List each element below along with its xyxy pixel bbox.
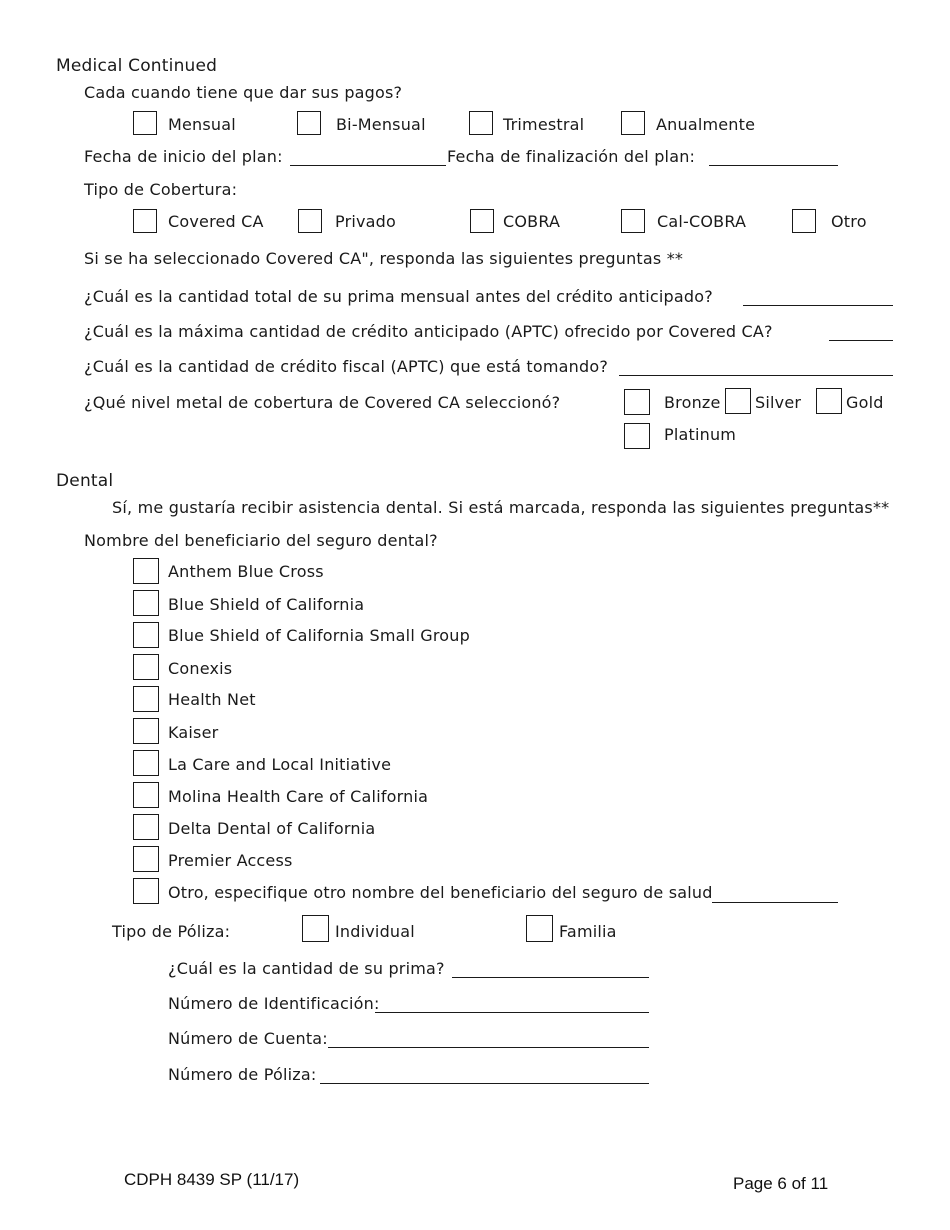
- plan-start-date-field[interactable]: [290, 165, 446, 166]
- beneficiary-conexis-label: Conexis: [168, 659, 233, 678]
- payment-trimestral-checkbox[interactable]: [469, 111, 493, 135]
- max-aptc-question: ¿Cuál es la máxima cantidad de crédito anticipado (APTC) ofrecido por Covered CA?: [84, 322, 773, 341]
- beneficiary-health-net-checkbox[interactable]: [133, 686, 159, 712]
- policy-familia-label: Familia: [559, 922, 617, 941]
- coverage-cal-cobra-label: Cal-COBRA: [657, 212, 747, 231]
- dental-beneficiary-question: Nombre del beneficiario del seguro dental?: [84, 531, 438, 550]
- policy-individual-checkbox[interactable]: [302, 915, 329, 942]
- plan-end-date-label: Fecha de finalización del plan:: [447, 147, 696, 166]
- coverage-privado-checkbox[interactable]: [298, 209, 322, 233]
- aptc-taking-field[interactable]: [619, 375, 893, 376]
- payment-anualmente-label: Anualmente: [656, 115, 756, 134]
- coverage-otro-checkbox[interactable]: [792, 209, 816, 233]
- plan-start-date-label: Fecha de inicio del plan:: [84, 147, 283, 166]
- metal-silver-checkbox[interactable]: [725, 388, 751, 414]
- beneficiary-kaiser-label: Kaiser: [168, 723, 219, 742]
- coverage-cal-cobra-checkbox[interactable]: [621, 209, 645, 233]
- metal-bronze-checkbox[interactable]: [624, 389, 650, 415]
- plan-end-date-field[interactable]: [709, 165, 838, 166]
- coverage-otro-label: Otro: [831, 212, 867, 231]
- payment-anualmente-checkbox[interactable]: [621, 111, 645, 135]
- metal-level-question: ¿Qué nivel metal de cobertura de Covered CA seleccionó?: [84, 393, 561, 412]
- dental-policy-number-field[interactable]: [320, 1083, 649, 1084]
- metal-platinum-checkbox[interactable]: [624, 423, 650, 449]
- payment-mensual-label: Mensual: [168, 115, 236, 134]
- payment-bi-mensual-label: Bi-Mensual: [336, 115, 426, 134]
- coverage-covered-ca-checkbox[interactable]: [133, 209, 157, 233]
- beneficiary-molina-label: Molina Health Care of California: [168, 787, 429, 806]
- total-premium-question: ¿Cuál es la cantidad total de su prima mensual antes del crédito anticipado?: [84, 287, 713, 306]
- beneficiary-blue-shield-small-group-checkbox[interactable]: [133, 622, 159, 648]
- beneficiary-blue-shield-small-group-label: Blue Shield of California Small Group: [168, 626, 470, 645]
- covered-ca-instructions: Si se ha seleccionado Covered CA", responda las siguientes preguntas **: [84, 249, 684, 268]
- policy-individual-label: Individual: [335, 922, 415, 941]
- dental-id-number-field[interactable]: [375, 1012, 649, 1013]
- payment-mensual-checkbox[interactable]: [133, 111, 157, 135]
- beneficiary-delta-dental-label: Delta Dental of California: [168, 819, 376, 838]
- beneficiary-health-net-label: Health Net: [168, 690, 256, 709]
- beneficiary-anthem-label: Anthem Blue Cross: [168, 562, 324, 581]
- beneficiary-otro-field[interactable]: [712, 902, 838, 903]
- dental-account-number-label: Número de Cuenta:: [168, 1029, 328, 1048]
- metal-gold-label: Gold: [846, 393, 884, 412]
- beneficiary-la-care-label: La Care and Local Initiative: [168, 755, 392, 774]
- beneficiary-delta-dental-checkbox[interactable]: [133, 814, 159, 840]
- medical-section-heading: Medical Continued: [56, 56, 218, 76]
- dental-id-number-label: Número de Identificación:: [168, 994, 380, 1013]
- beneficiary-conexis-checkbox[interactable]: [133, 654, 159, 680]
- beneficiary-kaiser-checkbox[interactable]: [133, 718, 159, 744]
- metal-bronze-label: Bronze: [664, 393, 721, 412]
- beneficiary-anthem-checkbox[interactable]: [133, 558, 159, 584]
- beneficiary-otro-label: Otro, especifique otro nombre del beneficiario del seguro de salud: [168, 883, 713, 902]
- dental-section-heading: Dental: [56, 471, 114, 491]
- coverage-privado-label: Privado: [335, 212, 397, 231]
- dental-assistance-statement: Sí, me gustaría recibir asistencia dental. Si está marcada, responda las siguientes preguntas**: [112, 498, 890, 517]
- beneficiary-premier-access-checkbox[interactable]: [133, 846, 159, 872]
- beneficiary-blue-shield-checkbox[interactable]: [133, 590, 159, 616]
- page-number: Page 6 of 11: [733, 1174, 829, 1193]
- dental-account-number-field[interactable]: [328, 1047, 649, 1048]
- dental-premium-label: ¿Cuál es la cantidad de su prima?: [168, 959, 445, 978]
- beneficiary-premier-access-label: Premier Access: [168, 851, 293, 870]
- payment-bi-mensual-checkbox[interactable]: [297, 111, 321, 135]
- policy-familia-checkbox[interactable]: [526, 915, 553, 942]
- payment-trimestral-label: Trimestral: [503, 115, 585, 134]
- beneficiary-blue-shield-label: Blue Shield of California: [168, 595, 365, 614]
- metal-silver-label: Silver: [755, 393, 802, 412]
- coverage-covered-ca-label: Covered CA: [168, 212, 264, 231]
- total-premium-field[interactable]: [743, 305, 893, 306]
- dental-policy-number-label: Número de Póliza:: [168, 1065, 317, 1084]
- metal-gold-checkbox[interactable]: [816, 388, 842, 414]
- beneficiary-la-care-checkbox[interactable]: [133, 750, 159, 776]
- coverage-type-label: Tipo de Cobertura:: [84, 180, 238, 199]
- coverage-cobra-label: COBRA: [503, 212, 561, 231]
- coverage-cobra-checkbox[interactable]: [470, 209, 494, 233]
- policy-type-label: Tipo de Póliza:: [112, 922, 231, 941]
- beneficiary-otro-checkbox[interactable]: [133, 878, 159, 904]
- metal-platinum-label: Platinum: [664, 425, 737, 444]
- beneficiary-molina-checkbox[interactable]: [133, 782, 159, 808]
- dental-premium-field[interactable]: [452, 977, 649, 978]
- form-identifier: CDPH 8439 SP (11/17): [124, 1170, 300, 1189]
- max-aptc-field[interactable]: [829, 340, 893, 341]
- payment-frequency-question: Cada cuando tiene que dar sus pagos?: [84, 83, 403, 102]
- aptc-taking-question: ¿Cuál es la cantidad de crédito fiscal (APTC) que está tomando?: [84, 357, 609, 376]
